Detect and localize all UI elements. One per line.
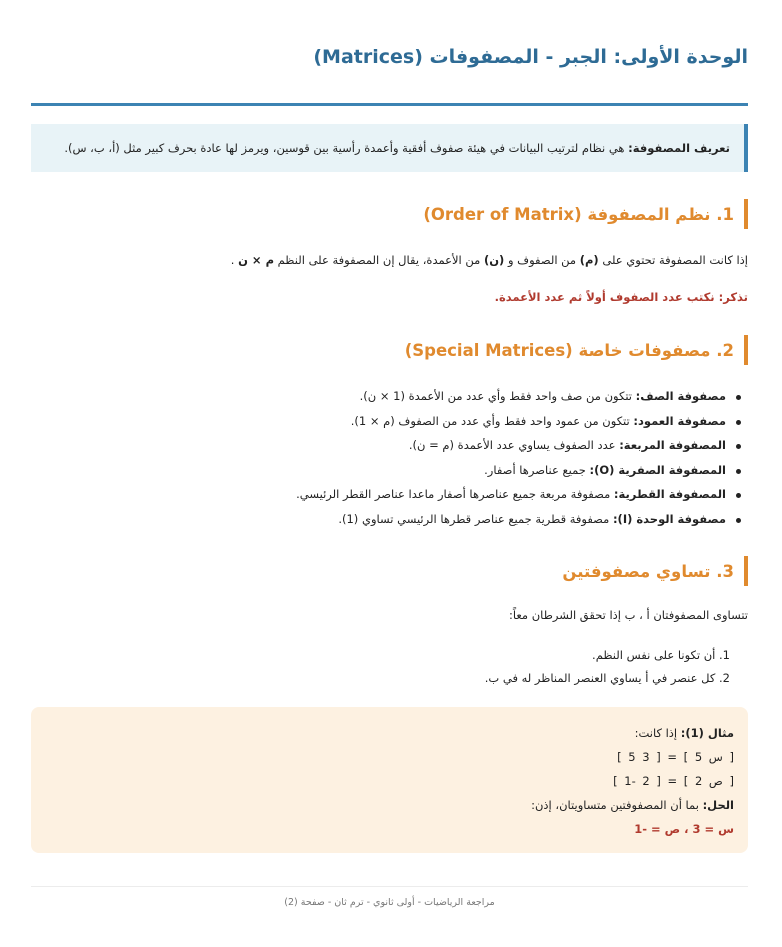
- item-label: المصفوفة المربعة:: [619, 438, 726, 453]
- item-label: المصفوفة الصفرية (O):: [589, 462, 726, 477]
- footer-divider: [31, 886, 748, 887]
- title-divider: [31, 103, 748, 106]
- condition-item: 2. كل عنصر في أ يساوي العنصر المناظر له في ب.: [484, 670, 730, 685]
- order-paragraph: [231, 253, 748, 267]
- list-item: [296, 507, 748, 532]
- definition-body: هي نظام لترتيب البيانات في هيئة صفوف أفقية وأعمدة رأسية بين قوسين، ويرمز لها عادة بحرف كبير مثل (أ، ب، س).: [64, 141, 629, 155]
- list-item: [296, 384, 748, 409]
- reminder-note: تذكر: نكتب عدد الصفوف أولاً ثم عدد الأعمدة.: [494, 290, 748, 304]
- list-item: [296, 482, 748, 507]
- definition-text: [64, 141, 730, 155]
- list-item: [296, 458, 748, 483]
- section-heading-equality: 3. تساوي مصفوفتين: [562, 556, 748, 586]
- cols-symbol: (ن): [483, 253, 505, 267]
- item-text: تتكون من صف واحد فقط وأي عدد من الأعمدة (1 × ن).: [359, 389, 636, 403]
- item-text: مصفوفة مربعة جميع عناصرها أصفار ماعدا عناصر القطر الرئيسي.: [296, 487, 614, 502]
- equality-intro: تتساوى المصفوفتان أ ، ب إذا تحقق الشرطان معاً:: [509, 608, 748, 622]
- example-label: مثال (1):: [680, 726, 734, 740]
- item-text: عدد الصفوف يساوي عدد الأعمدة (م = ن).: [408, 438, 620, 453]
- example-box: [31, 707, 748, 853]
- item-label: مصفوفة العمود:: [633, 413, 726, 428]
- section-heading-special: 2. مصفوفات خاصة (Special Matrices): [405, 335, 748, 365]
- answer-line: س = 3 ، ص = -1: [634, 822, 734, 836]
- page-footer: مراجعة الرياضيات - أولى ثانوي - ترم ثان - صفحة (2): [284, 897, 495, 908]
- equality-conditions: [485, 644, 730, 689]
- item-label: مصفوفة الصف:: [635, 389, 726, 403]
- order-text: من الصفوف و: [504, 253, 580, 267]
- solution-line: [45, 793, 734, 817]
- order-text: من الأعمدة، يقال إن المصفوفة على النظم: [274, 253, 484, 267]
- matrix-equation-2: [45, 769, 734, 793]
- order-text: إذا كانت المصفوفة تحتوي على: [598, 253, 748, 267]
- special-matrices-list: [296, 384, 748, 532]
- item-label: مصفوفة الوحدة (I):: [612, 511, 726, 526]
- list-item: [296, 433, 748, 458]
- page-title: الوحدة الأولى: الجبر - المصفوفات (Matrices): [313, 46, 748, 68]
- order-notation: م × ن: [238, 253, 274, 267]
- equation-text: [ 5 3 ] = [ 5 س ]: [617, 750, 734, 764]
- list-item: [296, 409, 748, 434]
- equation-text: [ 1- 2 ] = [ ص 2 ]: [613, 774, 734, 788]
- item-text: تتكون من عمود واحد فقط وأي عدد من الصفوف (م × 1).: [350, 413, 634, 428]
- item-label: المصفوفة القطرية:: [613, 487, 726, 502]
- matrix-equation-1: [45, 745, 734, 769]
- example-heading: [45, 721, 734, 745]
- definition-label: تعريف المصفوفة:: [628, 141, 730, 155]
- solution-text: بما أن المصفوفتين متساويتان، إذن:: [531, 798, 703, 812]
- condition-item: 1. أن تكونا على نفس النظم.: [592, 648, 730, 662]
- item-text: جميع عناصرها أصفار.: [484, 462, 590, 477]
- order-text: .: [230, 253, 239, 267]
- example-intro: إذا كانت:: [634, 726, 681, 740]
- rows-symbol: (م): [579, 253, 599, 267]
- item-text: مصفوفة قطرية جميع عناصر قطرها الرئيسي تساوي (1).: [338, 511, 613, 526]
- definition-box: [31, 124, 748, 172]
- solution-label: الحل:: [702, 798, 734, 812]
- section-heading-order: 1. نظم المصفوفة (Order of Matrix): [423, 199, 748, 229]
